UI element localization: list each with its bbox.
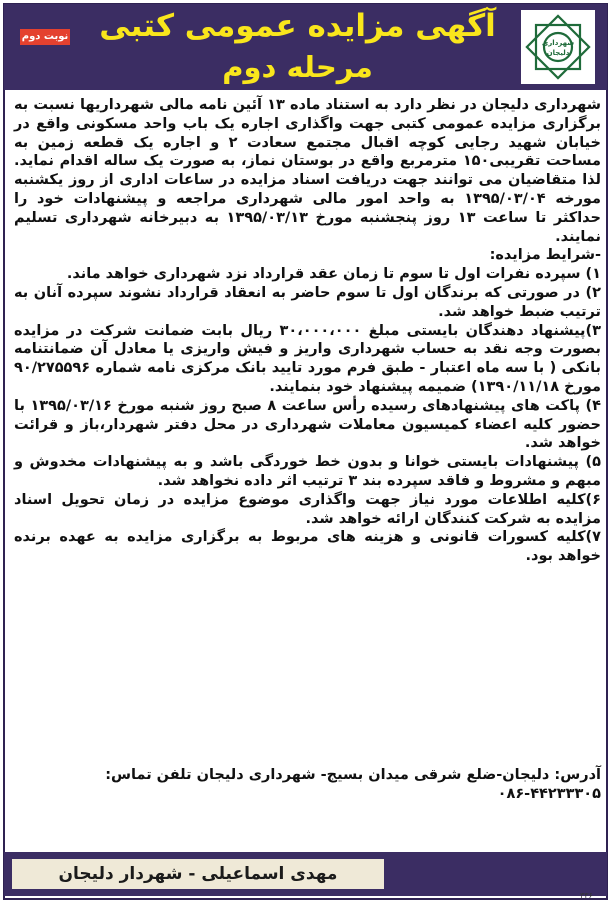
ad-title: آگهی مزایده عمومی کتبی: [99, 8, 496, 44]
ad-body: [14, 96, 601, 566]
phone-number: ۰۸۶-۴۴۲۳۳۳۰۵: [497, 785, 601, 802]
ad-header: [4, 4, 607, 90]
condition-item: ۴) پاکت های پیشنهادهای رسیده رأس ساعت ۸ صبح روز شنبه مورخ ۱۳۹۵/۰۳/۱۶ با حضور کلیه اعضاء کمیسیون معاملات شهرداری در محل دفتر شهردار،باز و قرائت خواهد شد.: [14, 397, 602, 452]
svg-text:شهرداری: شهرداری: [541, 39, 575, 47]
intro-paragraph: شهرداری دلیجان در نظر دارد به استناد ماده ۱۳ آئین نامه مالی شهرداریها نسبت به برگزاری مزایده عمومی کتبی جهت واگذاری اجاره یک باب واحد مسکونی واقع در خیابان شهید رجایی کوچه اقبال مجتمع سعادت ۲ و اجاره یک قطعه زمین به مساحت تقریبی۱۵۰ مترمربع واقع در بوستان نماز، به صورت یک ساله اقدام نماید. لذا متقاضیان می توانند جهت دریافت اسناد مزایده در ساعات اداری از روز یکشنبه مورخه ۱۳۹۵/۰۳/۰۴ به واحد امور مالی شهرداری مراجعه و پیشنهادات خود را حداکثر تا ساعت ۱۳ روز پنجشنبه مورخ ۱۳۹۵/۰۳/۱۳ به دبیرخانه شهرداری تسلیم نمایند.: [14, 97, 602, 245]
mayor-signature: مهدی اسماعیلی - شهردار دلیجان: [12, 859, 384, 889]
round-badge: نوبت دوم: [20, 29, 70, 45]
conditions-title: -شرایط مزایده:: [489, 247, 601, 264]
address-text: آدرس: دلیجان-ضلع شرقی میدان بسیج- شهرداری دلیجان تلفن تماس:: [105, 767, 601, 783]
contact-address: [14, 766, 601, 804]
condition-item: ۵) پیشنهادات بایستی خوانا و بدون خط خوردگی باشد و به پیشنهادات مخدوش و مبهم و مشروط و فاقد سپرده بند ۳ ترتیب اثر داده نخواهد شد.: [14, 454, 601, 489]
svg-text:دلیجان: دلیجان: [546, 49, 570, 57]
municipality-logo-icon: [521, 10, 595, 84]
condition-item: ۶)کلیه اطلاعات مورد نیاز جهت واگذاری موضوع مزایده در زمان تحویل اسناد مزایده به شرکت کنندگان ارائه خواهد شد.: [14, 491, 601, 527]
condition-item: ۳)پیشنهاد دهندگان بایستی مبلغ ۳۰،۰۰۰،۰۰۰ ریال بابت ضمانت شرکت در مزایده بصورت وجه نقد به حساب شهرداری واریز و فیش واریزی یا معادل آن ضمانتنامه بانکی ( با سه ماه اعتبار - طبق فرم مورد تایید بانک مرکزی نامه شماره ۹۰/۲۷۵۵۹۶ مورخ ۱۳۹۰/۱۱/۱۸) ضمیمه پیشنهاد خود بنمایند.: [14, 322, 601, 395]
ad-footer: [4, 852, 607, 896]
condition-item: ۷)کلیه کسورات قانونی و هزینه های مربوط به برگزاری مزایده به عهده برنده خواهد بود.: [14, 529, 601, 565]
ad-subtitle: مرحله دوم: [222, 50, 373, 84]
page-number: ۳۳۶: [580, 891, 593, 900]
condition-item: ۲) در صورتی که برندگان اول تا سوم حاضر به انعقاد قرارداد نشوند سپرده آنان به ترتیب ضبط خواهد شد.: [14, 284, 601, 320]
condition-item: ۱) سپرده نفرات اول تا سوم تا زمان عقد قرارداد نزد شهرداری خواهد ماند.: [66, 266, 601, 283]
